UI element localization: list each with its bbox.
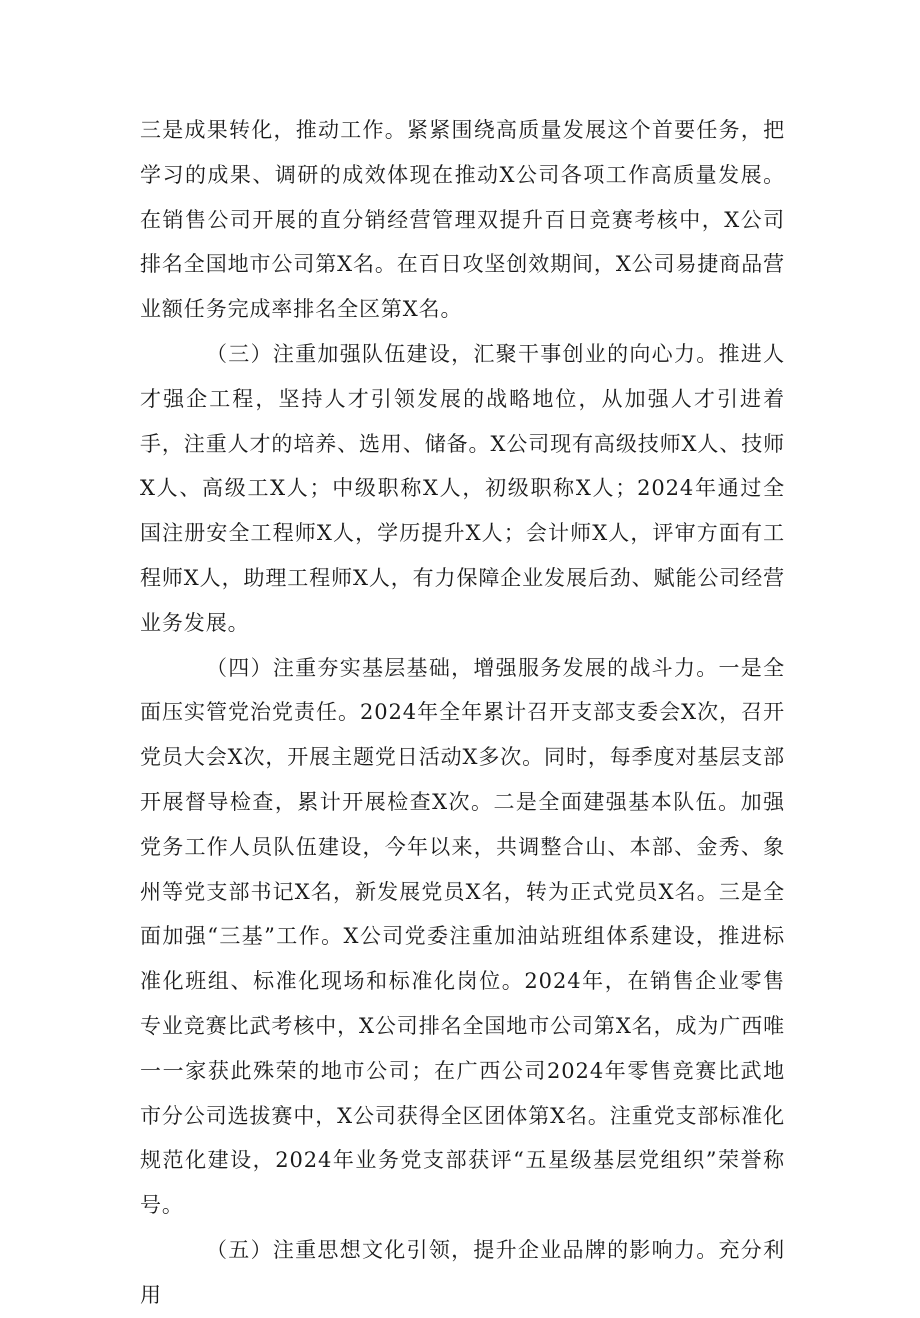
paragraph-team-building: （三）注重加强队伍建设，汇聚干事创业的向心力。推进人才强企工程，坚持人才引领发展的战略地位，从加强人才引进着手，注重人才的培养、选用、储备。X公司现有高级技师X人、技师X人、高级工X人；中级职称X人，初级职称X人；2024年通过全国注册安全工程师X人，学历提升X人；会计师X人，评审方面有工程师X人，助理工程师X人，有力保障企业发展后劲、赋能公司经营业务发展。 <box>140 341 785 635</box>
paragraph-outcome-transformation: 三是成果转化，推动工作。紧紧围绕高质量发展这个首要任务，把学习的成果、调研的成效体现在推动X公司各项工作高质量发展。在销售公司开展的直分销经营管理双提升百日竞赛考核中，X公司排名全国地市公司第X名。在百日攻坚创效期间，X公司易捷商品营业额任务完成率排名全区第X名。 <box>140 118 785 322</box>
document-body <box>140 108 785 1318</box>
paragraph-culture-leadership: （五）注重思想文化引领，提升企业品牌的影响力。充分利用 <box>140 1237 785 1307</box>
paragraph-grassroots-foundation: （四）注重夯实基层基础，增强服务发展的战斗力。一是全面压实管党治党责任。2024年全年累计召开支部支委会X次，召开党员大会X次，开展主题党日活动X多次。同时，每季度对基层支部开展督导检查，累计开展检查X次。二是全面建强基本队伍。加强党务工作人员队伍建设，今年以来，共调整合山、本部、金秀、象州等党支部书记X名，新发展党员X名，转为正式党员X名。三是全面加强“三基”工作。X公司党委注重加油站班组体系建设，推进标准化班组、标准化现场和标准化岗位。2024年，在销售企业零售专业竞赛比武考核中，X公司排名全国地市公司第X名，成为广西唯一一家获此殊荣的地市公司；在广西公司2024年零售竞赛比武地市分公司选拔赛中，X公司获得全区团体第X名。注重党支部标准化规范化建设，2024年业务党支部获评“五星级基层党组织”荣誉称号。 <box>140 655 785 1218</box>
